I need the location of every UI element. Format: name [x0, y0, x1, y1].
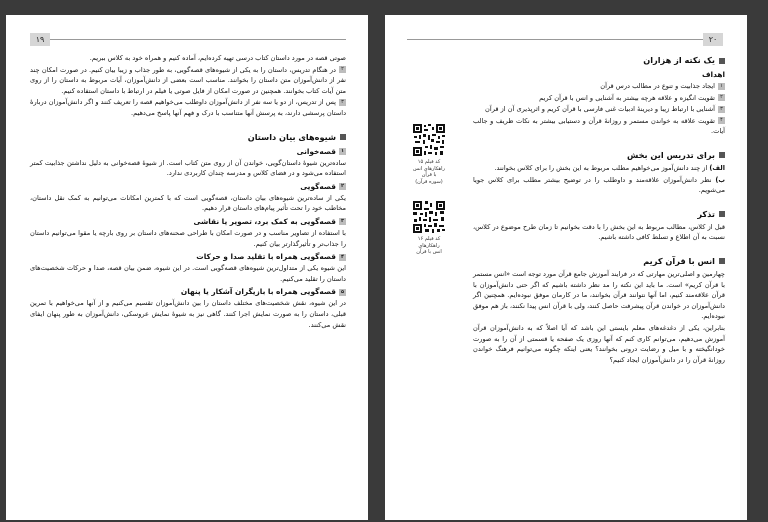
paragraph [30, 97, 346, 118]
number-badge: ۲ [340, 183, 345, 190]
paragraph: بنابراین، یکی از دغدغه‌های معلم بایستی این باشد که آیا اصلاً که به دانش‌آموزان قرآن آموزش می‌دهیم، می‌توانم کاری کنم که آنها روزی یک صفحه یا قسمتی از آن را به صورت خودانگیخته و با میل و رضایت درونی بخوانند؟ یعنی اینکه چگونه می‌توانیم فرهنگ خواندن روزانهٔ قرآن را در دانش‌آموزان ایجاد کنیم؟ [473, 323, 725, 364]
paragraph: ساده‌ترین شیوهٔ داستان‌گویی، خواندن آن از روی متن کتاب است. از شیوهٔ قصه‌خوانی به دلیل نداشتن جذابیت کمتر استفاده می‌شود و در فضای کلاس و مدرسه چندان کاربردی ندارد. [30, 158, 346, 178]
section-heading-text: برای تدریس این بخش [627, 149, 715, 160]
number-badge: ۱ [340, 148, 345, 155]
square-bullet-icon [719, 258, 725, 264]
subheading-text: قصه‌گویی به کمک برد، تصویر یا نقاشی [193, 216, 336, 226]
list-item-text: تقویت انگیزه و علاقه هرچه بیشتر به آشنایی و انس با قرآن کریم [539, 93, 715, 102]
number-badge: ۱ [718, 83, 725, 90]
number-badge: ۳ [718, 106, 725, 113]
list-item [473, 81, 725, 92]
number-badge: ۲ [718, 94, 725, 101]
qr-code-film-15[interactable] [411, 123, 447, 185]
qr-code-film-16[interactable] [411, 200, 447, 256]
qr-caption: کد فیلم ۱۶ راهکارهای انس با قرآن [416, 236, 442, 255]
header-rule [50, 39, 346, 40]
left-page [6, 15, 368, 520]
list-item [473, 175, 725, 196]
list-item-text: آشنایی با ارتباط زیبا و دیرینهٔ ادبیات غنی فارسی با قرآن کریم و اثرپذیری آن از قرآن [485, 105, 715, 114]
number-badge: ۴ [718, 117, 725, 124]
number-badge: ۳ [339, 99, 346, 106]
list-item-text: ایجاد جذابیت و تنوع در مطالب درس قرآن [600, 82, 715, 90]
paragraph: در این شیوه، نقش شخصیت‌های مختلف داستان را بین دانش‌آموزان تقسیم می‌کنیم و از آنها می‌خواهیم با تمرین قبلی، داستان را به صورت نمایش اجرا کنند. گاهی نیز به شیوهٔ نمایش عروسکی، دانش‌آموزان به طور پنهان ایفای نقش می‌کنند. [30, 299, 346, 329]
section-heading [473, 255, 725, 268]
list-item-text: از چند دانش‌آموز می‌خواهیم مطلب مربوط به این بخش را برای کلاس بخوانند. [494, 163, 708, 172]
left-column-text [30, 53, 346, 331]
list-item [473, 93, 725, 104]
square-bullet-icon [719, 58, 725, 64]
subheading-text: قصه‌خوانی [296, 146, 336, 156]
subheading-text: قصه‌گویی [300, 181, 336, 191]
page-number: ۱۹ [30, 33, 50, 46]
list-item-text: نظر دانش‌آموزان علاقه‌مند و داوطلب را در توضیح بیشتر مطلب برای کلاس جویا می‌شویم. [473, 175, 725, 195]
section-heading [473, 149, 725, 162]
subheading: اهداف [701, 70, 725, 79]
square-bullet-icon [719, 211, 725, 217]
paragraph: با استفاده از تصاویر مناسب و در صورت امکان با طراحی صحنه‌های داستان بر روی بارچه یا مقوا می‌توانیم داستان را جذاب‌تر و تأثیرگذارتر بیان کنیم. [30, 228, 346, 248]
right-page [385, 15, 747, 520]
item-marker: ب) [715, 175, 725, 184]
list-item-text: تقویت علاقه به خواندن مستمر و روزانهٔ قرآن و دستیابی بیشتر به نکات ظریف و جالب آیات. [473, 116, 725, 136]
subheading [30, 251, 346, 263]
subheading [30, 286, 346, 298]
section-heading [473, 54, 725, 67]
paragraph-text: در هنگام تدریس، داستان را به یکی از شیوه‌های قصه‌گویی، به طور جذاب و زیبا بیان کنیم. در صورت امکان چند نفر از دانش‌آموزان متن داستان را بخوانند. مناسب است بعضی از دانش‌آموزان، آیات مربوط به داستان را از روی متن آیات کتاب بخوانند. همچنین در صورت امکان از فایل صوتی یا فیلم در ارتباط با داستان استفاده کنیم. [30, 65, 346, 95]
paragraph: قبل از کلاس، مطالب مربوط به این بخش را با دقت بخوانیم تا زمان طرح موضوع در کلاس، نسبت به آن اطلاع و تسلط کافی داشته باشیم. [473, 222, 725, 242]
list-item [473, 116, 725, 137]
right-column-text [473, 51, 725, 366]
qr-code-icon [412, 123, 446, 157]
number-badge: ۲ [339, 66, 346, 73]
item-marker: الف) [709, 163, 725, 172]
header-rule [407, 39, 703, 40]
subheading-text: قصه‌گویی همراه با بازیگران آشکار یا پنهان [180, 287, 336, 297]
section-heading-text: انس با قرآن کریم [643, 255, 715, 266]
number-badge: ۳ [340, 218, 345, 225]
number-badge: ۴ [340, 253, 345, 260]
square-bullet-icon [719, 152, 725, 158]
section-heading-text: تذکر [697, 208, 715, 219]
qr-caption: کد فیلم ۱۵ راهکارهای انس با قرآن (سوره قرآن) [413, 159, 445, 185]
paragraph-text: پس از تدریس، از دو یا سه نفر از دانش‌آموزان داوطلب می‌خواهیم قصه را تعریف کنند و اگر دانش‌آموزان دربارهٔ داستان پرسشی دارند، به پرسش آنها متناسب با درک و فهم آنها پاسخ می‌دهیم. [30, 98, 346, 117]
page-number: ۲۰ [703, 33, 723, 46]
list-item [473, 163, 725, 174]
section-heading-text: شیوه‌های بیان داستان [247, 131, 336, 142]
section-heading [30, 131, 346, 144]
number-badge: ۵ [340, 288, 345, 295]
list-item [473, 104, 725, 115]
subheading [30, 181, 346, 193]
section-heading [473, 208, 725, 221]
paragraph: صوتی قصه در مورد داستان کتاب درسی تهیه کرده‌ایم، آماده کنیم و همراه خود به کلاس ببریم. [89, 54, 346, 62]
paragraph [30, 65, 346, 97]
section-heading-text: یک نکته از هزاران [643, 55, 715, 65]
paragraph: چهارمین و اصلی‌ترین مهارتی که در فرایند آموزش جامع قرآن مورد توجه است «انس مستمر با قرآن کریم» است. ما باید این نکته را مد نظر داشته باشیم که اگر حتی دانش‌آموزان با قرآن علاقه‌مند کنیم، اما آنها نتوانند قرآن بخوانند، ما در کارمان موفق نبوده‌ایم. همچنین اگر دانش‌آموزان در خواندن قرآن پیشرفت حاصل کنند، ولی با قرآن انس پیدا نکنند، باز هم موفق نبوده‌ایم. [473, 269, 725, 321]
subheading [30, 146, 346, 158]
subheading-text: قصه‌گویی همراه با تقلید صدا و حرکات [196, 252, 336, 262]
square-bullet-icon [340, 134, 346, 140]
paragraph: این شیوه یکی از متداول‌ترین شیوه‌های قصه‌گویی است. در این شیوه، ضمن بیان قصه، صدا و حرکات شخصیت‌های داستان را تقلید می‌کنیم. [30, 264, 346, 283]
paragraph: یکی از ساده‌ترین شیوه‌های بیان داستان، قصه‌گویی است که با کمترین امکانات می‌توانیم به کمک نقل داستان، مخاطب خود را تحت تأثیر پیام‌های داستان قرار دهیم. [30, 193, 346, 213]
subheading [30, 216, 346, 228]
qr-code-icon [412, 200, 446, 234]
